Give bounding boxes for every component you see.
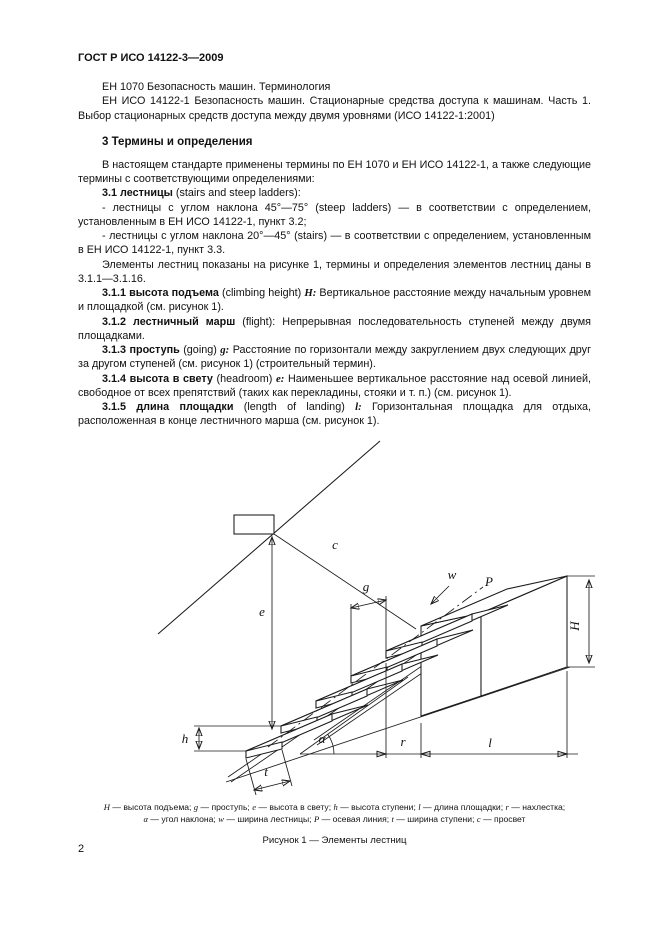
- text-segment: — ширина лестницы;: [223, 814, 314, 825]
- text-segment: ЕН 1070 Безопасность машин. Терминология: [102, 81, 331, 93]
- text-segment: 3.1.2: [102, 315, 134, 328]
- text-segment: 3.1.3: [102, 344, 130, 356]
- text-segment: — высота подъема;: [110, 801, 194, 812]
- text-segment: высота подъема: [129, 287, 219, 299]
- text-segment: — просвет: [480, 814, 526, 825]
- text-segment: (length of landing): [233, 401, 356, 413]
- text-segment: — высота ступени;: [337, 801, 419, 812]
- text-segment: H:: [304, 287, 317, 299]
- text-segment: — высота в свету;: [256, 801, 334, 812]
- text-segment: 3.1.1: [102, 287, 130, 299]
- text-segment: (headroom): [212, 372, 276, 385]
- clearance-line: [274, 534, 416, 629]
- text-segment: P: [313, 814, 320, 825]
- label-P: P: [485, 573, 493, 589]
- text-segment: (stairs and steep ladders):: [172, 187, 301, 200]
- text-segment: 3.1.5: [102, 401, 137, 413]
- paragraph: [78, 186, 591, 200]
- text-segment: t: [391, 814, 394, 825]
- label-g: g: [362, 578, 370, 594]
- text-segment: — ширина ступени;: [393, 814, 477, 825]
- paragraph: [78, 158, 591, 187]
- paragraph: [78, 400, 591, 429]
- landing-platform: [421, 573, 567, 716]
- paragraph: [78, 258, 591, 287]
- text-segment: высота в свету: [129, 372, 213, 385]
- text-segment: α: [143, 814, 149, 825]
- text-segment: e:: [275, 372, 285, 385]
- width-arrow: [431, 586, 449, 604]
- label-r: r: [400, 733, 406, 749]
- text-segment: В настоящем стандарте применены термины по ЕН 1070 и ЕН ИСО 14122-1, а также следующие термины с соответствующими определениями:: [78, 158, 591, 185]
- text-segment: H: [103, 801, 110, 812]
- text-segment: 3.1.4: [102, 372, 130, 385]
- paragraph: [78, 201, 591, 230]
- figure-caption: Рисунок 1 — Элементы лестниц: [262, 835, 407, 847]
- label-H: H: [567, 620, 582, 631]
- text-segment: g: [193, 801, 199, 812]
- text-segment: (flight): Непрерывная последовательность ступеней между двумя площадками.: [78, 315, 591, 342]
- label-e: e: [259, 603, 265, 619]
- text-segment: ЕН ИСО 14122-1 Безопасность машин. Стационарные средства доступа к машинам. Часть 1. Выбор стационарных средств доступа между двумя уровнями (ИСО 14122-1:2001): [78, 95, 591, 122]
- figure-key-line2: [78, 813, 591, 826]
- text-segment: c: [476, 814, 481, 825]
- text-segment: лестницы: [120, 187, 173, 200]
- label-w: w: [447, 566, 457, 582]
- text-segment: проступь: [129, 344, 180, 356]
- paragraph: [78, 80, 591, 94]
- figure-1: [78, 439, 591, 847]
- text-segment: — проступь;: [198, 801, 253, 812]
- text-segment: — нахлестка;: [508, 801, 566, 812]
- text-segment: Наименьшее вертикальное расстояние над осевой линией, свободное от всех препятствий (таких как перекладины, стояки и т. п.) (см. рисунок 1).: [78, 372, 591, 399]
- paragraph: [78, 286, 591, 315]
- paragraph: [78, 94, 591, 123]
- text-segment: лестничный марш: [133, 315, 236, 328]
- text-segment: r: [505, 801, 509, 812]
- ceiling-slope-line: [158, 441, 380, 634]
- page-header: ГОСТ Р ИСО 14122-3—2009: [78, 52, 224, 64]
- text-segment: h: [333, 801, 338, 812]
- text-segment: 3.1: [102, 187, 121, 200]
- text-segment: Вертикальное расстояние между начальным уровнем и площадкой (см. рисунок 1).: [78, 287, 591, 314]
- paragraph: [78, 315, 591, 344]
- label-h: h: [181, 730, 189, 746]
- text-segment: l:: [355, 401, 362, 413]
- text-segment: (going): [179, 344, 221, 356]
- page-number: 2: [78, 843, 85, 855]
- text-segment: длина площадки: [136, 401, 234, 413]
- stairs-elements-diagram: [78, 439, 618, 801]
- figure-key-line1: [78, 801, 591, 814]
- label-l: l: [488, 734, 492, 750]
- obstruction-box: [234, 515, 274, 534]
- label-t: t: [264, 763, 268, 779]
- text-segment: - лестницы с углом наклона 45°—75° (steep ladders) — в соответствии с определением, установленным в ЕН ИСО 14122-1, пункт 3.2;: [78, 201, 591, 228]
- text-segment: l: [418, 801, 421, 812]
- paragraph: [78, 343, 591, 372]
- label-c: c: [332, 536, 338, 552]
- text-segment: (climbing height): [218, 287, 305, 299]
- body-paragraphs: [78, 158, 591, 429]
- text-segment: — длина площадки;: [420, 801, 506, 812]
- text-segment: - лестницы с углом наклона 20°—45° (stairs) — в соответствии с определением, установленным в ЕН ИСО 14122-1, пункт 3.3.: [78, 230, 591, 257]
- text-segment: e: [252, 801, 257, 812]
- text-segment: Элементы лестниц показаны на рисунке 1, термины и определения элементов лестниц даны в 3.1.1—3.1.16.: [78, 258, 591, 285]
- text-segment: g:: [220, 344, 230, 356]
- text-segment: Расстояние по горизонтали между закруглением двух следующих друг за другом ступеней (см. рисунок 1) (строительный термин).: [78, 344, 592, 371]
- text-segment: — угол наклона;: [148, 814, 219, 825]
- text-segment: — осевая линия;: [319, 814, 392, 825]
- paragraph: [78, 229, 591, 258]
- label-alpha: α: [318, 730, 326, 746]
- text-segment: Горизонтальная площадка для отдыха, расположенная в конце лестничного марша (см. рисунок 1).: [78, 401, 591, 428]
- intro-paragraphs: [78, 80, 591, 123]
- section-heading: 3 Термины и определения: [102, 135, 253, 148]
- text-segment: w: [218, 814, 224, 825]
- paragraph: [78, 372, 591, 401]
